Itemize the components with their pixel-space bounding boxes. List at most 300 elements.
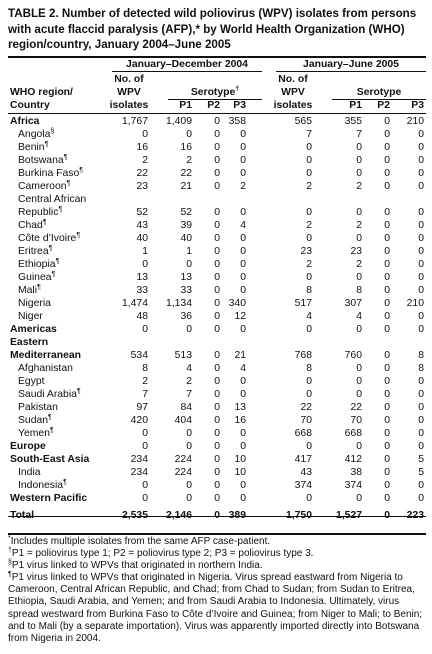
row-label-text: Mali — [18, 285, 38, 296]
cell-p1-2005: 0 — [356, 389, 362, 400]
cell-p1-2005: 355 — [344, 116, 362, 127]
cell-p2-2005: 0 — [384, 376, 390, 387]
cell-isolates-2004: 234 — [130, 454, 148, 465]
cell-p3-2005: 0 — [418, 155, 424, 166]
cell-isolates-2004: 8 — [142, 363, 148, 374]
cell-p3-2004: 0 — [240, 259, 246, 270]
row-footnote-mark: ¶ — [48, 414, 52, 421]
cell-p2-2005: 0 — [384, 428, 390, 439]
row-label-text: Côte d’Ivoire — [18, 233, 77, 244]
cell-isolates-2004: 0 — [142, 129, 148, 140]
cell-p2-2004: 0 — [214, 350, 220, 361]
cell-p1-2005: 0 — [356, 168, 362, 179]
cell-p2-2004: 0 — [214, 129, 220, 140]
footnote-mark: * — [8, 535, 11, 542]
cell-p2-2005: 0 — [384, 220, 390, 231]
cell-p1-2004: 0 — [186, 441, 192, 452]
footnote-text: P1 virus linked to WPVs that originated in northern India. — [11, 560, 263, 571]
cell-p3-2004: 0 — [240, 129, 246, 140]
cell-isolates-2005: 22 — [300, 402, 312, 413]
row-label-text: Cameroon — [18, 181, 67, 192]
cell-p3-2004: 0 — [240, 441, 246, 452]
cell-isolates-2005: 0 — [306, 142, 312, 153]
cell-p3-2005: 0 — [418, 311, 424, 322]
cell-isolates-2004: 23 — [136, 181, 148, 192]
period-2004-header: January–December 2004 — [126, 59, 248, 70]
cell-p1-2004: 0 — [186, 428, 192, 439]
cell-p1-2005: 0 — [356, 441, 362, 452]
cell-p1-2005: 38 — [350, 467, 362, 478]
cell-p1-2005: 1,527 — [335, 510, 362, 521]
cell-p2-2004: 0 — [214, 480, 220, 491]
cell-p2-2004: 0 — [214, 510, 220, 521]
cell-p3-2005: 0 — [418, 441, 424, 452]
cell-isolates-2005: 4 — [306, 311, 312, 322]
cell-p1-2004: 2 — [186, 376, 192, 387]
p2-2005-header: P2 — [377, 100, 390, 111]
cell-isolates-2004: 420 — [130, 415, 148, 426]
cell-isolates-2004: 48 — [136, 311, 148, 322]
cell-p1-2004: 7 — [186, 389, 192, 400]
cell-p1-2004: 224 — [174, 467, 192, 478]
footnote-text: P1 = poliovirus type 1; P2 = poliovirus type 2; P3 = poliovirus type 3. — [11, 548, 314, 559]
cell-p3-2005: 0 — [418, 233, 424, 244]
cell-p3-2004: 0 — [240, 480, 246, 491]
cell-p1-2004: 2 — [186, 155, 192, 166]
cell-p1-2005: 412 — [344, 454, 362, 465]
cell-p2-2005: 0 — [384, 415, 390, 426]
cell-p1-2005: 0 — [356, 155, 362, 166]
period-2005-header: January–June 2005 — [303, 59, 399, 70]
cell-p3-2005: 0 — [418, 415, 424, 426]
row-label-text: Eastern — [10, 337, 49, 348]
cell-p3-2004: 10 — [234, 467, 246, 478]
cell-p1-2004: 513 — [174, 350, 192, 361]
footnote — [8, 536, 426, 548]
cell-isolates-2004: 13 — [136, 272, 148, 283]
cell-isolates-2005: 668 — [294, 428, 312, 439]
cell-p3-2005: 8 — [418, 363, 424, 374]
cell-p3-2005: 0 — [418, 402, 424, 413]
cell-p2-2005: 0 — [384, 168, 390, 179]
row-label-text: Botswana — [18, 155, 64, 166]
row-footnote-mark: ¶ — [66, 180, 71, 187]
cell-p1-2005: 2 — [356, 181, 362, 192]
cell-p1-2004: 404 — [174, 415, 192, 426]
cell-isolates-2004: 40 — [136, 233, 148, 244]
cell-p2-2004: 0 — [214, 454, 220, 465]
cell-p2-2005: 0 — [384, 402, 390, 413]
cell-p3-2005: 0 — [418, 272, 424, 283]
cell-isolates-2005: 43 — [300, 467, 312, 478]
footnote-mark: ¶ — [8, 571, 12, 578]
cell-isolates-2004: 1 — [142, 246, 148, 257]
cell-p2-2004: 0 — [214, 324, 220, 335]
p1-2004-header: P1 — [179, 100, 192, 111]
cell-p1-2004: 0 — [186, 259, 192, 270]
cell-isolates-2005: 0 — [306, 493, 312, 504]
row-label-text: Angola — [18, 129, 51, 140]
cell-p2-2004: 0 — [214, 116, 220, 127]
cell-p2-2005: 0 — [384, 259, 390, 270]
serotype-2004-mark: † — [235, 86, 240, 93]
cell-p3-2004: 0 — [240, 233, 246, 244]
cell-p3-2004: 0 — [240, 428, 246, 439]
cell-isolates-2005: 2 — [306, 220, 312, 231]
cell-p2-2004: 0 — [214, 142, 220, 153]
cell-p1-2004: 84 — [180, 402, 192, 413]
cell-p1-2004: 224 — [174, 454, 192, 465]
p1-2005-header: P1 — [349, 100, 362, 111]
cell-p2-2004: 0 — [214, 272, 220, 283]
row-label-text: Africa — [10, 116, 40, 127]
cell-p1-2005: 2 — [356, 220, 362, 231]
row-label — [10, 491, 87, 507]
cell-isolates-2004: 2 — [142, 376, 148, 387]
row-label-text: Yemen — [18, 428, 50, 439]
cell-p1-2005: 22 — [350, 402, 362, 413]
cell-isolates-2004: 2 — [142, 155, 148, 166]
row-label-text: Republic — [18, 207, 59, 218]
cell-p3-2004: 0 — [240, 207, 246, 218]
cell-p3-2004: 0 — [240, 493, 246, 504]
cell-p2-2005: 0 — [384, 285, 390, 296]
cell-p2-2004: 0 — [214, 259, 220, 270]
row-label-text: Nigeria — [18, 298, 51, 309]
cell-isolates-2005: 2 — [306, 259, 312, 270]
cell-isolates-2004: 97 — [136, 402, 148, 413]
region-col-line2: Country — [10, 100, 50, 111]
cell-p1-2005: 0 — [356, 493, 362, 504]
row-footnote-mark: ¶ — [63, 154, 68, 161]
cell-p3-2005: 5 — [418, 467, 424, 478]
cell-isolates-2005: 0 — [306, 389, 312, 400]
cell-p2-2004: 0 — [214, 376, 220, 387]
cell-p3-2005: 5 — [418, 454, 424, 465]
cell-p2-2005: 0 — [384, 480, 390, 491]
cell-p3-2004: 0 — [240, 285, 246, 296]
cell-p2-2005: 0 — [384, 155, 390, 166]
cell-isolates-2004: 33 — [136, 285, 148, 296]
cell-isolates-2005: 0 — [306, 155, 312, 166]
cell-isolates-2004: 0 — [142, 428, 148, 439]
cell-isolates-2005: 0 — [306, 168, 312, 179]
cell-p3-2004: 389 — [228, 510, 246, 521]
cell-p3-2005: 0 — [418, 181, 424, 192]
cell-isolates-2005: 0 — [306, 207, 312, 218]
cell-p3-2005: 0 — [418, 493, 424, 504]
cell-p1-2004: 0 — [186, 324, 192, 335]
isolates-2005-line2: WPV — [281, 87, 305, 98]
cell-p2-2005: 0 — [384, 181, 390, 192]
cell-p2-2004: 0 — [214, 311, 220, 322]
cell-p1-2005: 0 — [356, 142, 362, 153]
cell-p2-2005: 0 — [384, 441, 390, 452]
row-label-text: Eritrea — [18, 246, 49, 257]
cell-p1-2004: 52 — [180, 207, 192, 218]
cell-p1-2005: 0 — [356, 233, 362, 244]
footnote-text: Includes multiple isolates from the same AFP case-patient. — [10, 536, 271, 547]
cell-isolates-2004: 234 — [130, 467, 148, 478]
cell-isolates-2004: 1,767 — [121, 116, 148, 127]
isolates-2005-line1: No. of — [278, 74, 308, 85]
cell-p3-2005: 0 — [418, 285, 424, 296]
cell-isolates-2004: 43 — [136, 220, 148, 231]
isolates-2004-line3: isolates — [109, 100, 149, 111]
row-footnote-mark: ¶ — [76, 232, 81, 239]
cell-p2-2004: 0 — [214, 181, 220, 192]
cell-isolates-2004: 16 — [136, 142, 148, 153]
cell-p2-2005: 0 — [384, 510, 390, 521]
cell-isolates-2004: 2,535 — [121, 510, 148, 521]
cell-p1-2005: 0 — [356, 272, 362, 283]
cell-p3-2005: 0 — [418, 168, 424, 179]
footnote — [8, 548, 426, 560]
p2-2004-header: P2 — [207, 100, 220, 111]
cell-p1-2005: 4 — [356, 311, 362, 322]
cell-p2-2005: 0 — [384, 311, 390, 322]
cell-isolates-2004: 52 — [136, 207, 148, 218]
cell-p2-2005: 0 — [384, 142, 390, 153]
row-footnote-mark: ¶ — [79, 167, 83, 174]
cell-p2-2004: 0 — [214, 220, 220, 231]
cell-p3-2005: 210 — [406, 116, 424, 127]
cell-isolates-2004: 22 — [136, 168, 148, 179]
cell-p3-2004: 10 — [234, 454, 246, 465]
cell-p2-2005: 0 — [384, 324, 390, 335]
cell-p1-2004: 40 — [180, 233, 192, 244]
cell-p2-2004: 0 — [214, 402, 220, 413]
cell-p2-2004: 0 — [214, 363, 220, 374]
cell-p3-2005: 0 — [418, 246, 424, 257]
cell-p3-2004: 0 — [240, 246, 246, 257]
region-col-line1: WHO region/ — [10, 87, 73, 98]
cell-p2-2005: 0 — [384, 493, 390, 504]
cell-isolates-2004: 1,474 — [121, 298, 148, 309]
cell-p3-2004: 0 — [240, 142, 246, 153]
row-label-text: Saudi Arabia — [18, 389, 77, 400]
cell-p1-2005: 374 — [344, 480, 362, 491]
table-title: TABLE 2. Number of detected wild poliovirus (WPV) isolates from persons with acute flaccid paralysis (AFP),* by World Health Organization (WHO) region/country, January 2004–June 2005 — [8, 7, 417, 51]
cell-p1-2004: 1,409 — [165, 116, 192, 127]
cell-p3-2004: 4 — [240, 220, 246, 231]
cell-isolates-2005: 8 — [306, 285, 312, 296]
row-footnote-mark: ¶ — [58, 206, 63, 213]
row-label-text: Central African — [18, 194, 87, 205]
cell-p3-2004: 4 — [240, 363, 246, 374]
cell-p1-2004: 36 — [180, 311, 192, 322]
row-label-text: Chad — [18, 220, 43, 231]
serotype-2005-header: Serotype — [356, 87, 402, 98]
cell-p2-2005: 0 — [384, 246, 390, 257]
row-footnote-mark: ¶ — [55, 258, 60, 265]
cell-isolates-2004: 0 — [142, 480, 148, 491]
cell-isolates-2005: 8 — [306, 363, 312, 374]
cell-p2-2004: 0 — [214, 155, 220, 166]
cell-p2-2004: 0 — [214, 428, 220, 439]
cell-p2-2005: 0 — [384, 233, 390, 244]
cell-p1-2004: 0 — [186, 493, 192, 504]
cell-p3-2004: 21 — [234, 350, 246, 361]
row-label-text: Total — [10, 510, 35, 521]
footnote-mark: † — [8, 547, 12, 554]
row-footnote-mark: ¶ — [42, 219, 47, 226]
cell-p2-2005: 0 — [384, 350, 390, 361]
cell-isolates-2004: 0 — [142, 259, 148, 270]
cell-p1-2004: 13 — [180, 272, 192, 283]
cell-p1-2005: 23 — [350, 246, 362, 257]
cell-p3-2004: 12 — [234, 311, 246, 322]
cell-p1-2005: 70 — [350, 415, 362, 426]
cell-p1-2004: 2,146 — [165, 510, 192, 521]
cell-isolates-2005: 70 — [300, 415, 312, 426]
cell-p3-2004: 16 — [234, 415, 246, 426]
footnote — [8, 560, 426, 572]
cell-p1-2004: 21 — [180, 181, 192, 192]
cell-isolates-2004: 0 — [142, 324, 148, 335]
cell-p2-2005: 0 — [384, 454, 390, 465]
isolates-2005-line3: isolates — [273, 100, 313, 111]
cell-p1-2005: 0 — [356, 324, 362, 335]
cell-isolates-2005: 0 — [306, 272, 312, 283]
cell-p1-2005: 7 — [356, 129, 362, 140]
cell-p3-2005: 8 — [418, 350, 424, 361]
footnote — [8, 572, 426, 645]
cell-p2-2004: 0 — [214, 246, 220, 257]
cell-p2-2004: 0 — [214, 415, 220, 426]
region-row — [0, 491, 432, 507]
cell-p1-2004: 22 — [180, 168, 192, 179]
cell-p1-2004: 39 — [180, 220, 192, 231]
cell-p3-2004: 340 — [228, 298, 246, 309]
cell-p3-2004: 0 — [240, 168, 246, 179]
footnote-text: P1 virus linked to WPVs that originated in Nigeria. Virus spread eastward from Nigeria to Cameroon, Central African Republic, and Chad; from Chad to Sudan; from Sudan to Eritrea, Ethiopia, Saudi Arabia, and Yemen; and from Saudi Arabia to Indonesia. Ultimately, virus spread westward from Burkina Faso to Côte d’Ivoire and Guinea; from Niger to Mali; to Benin; and to Mali (by a separate importation). Virus was apparently imported directly into Botswana from Nigeria in 2004. — [8, 572, 423, 645]
cell-p1-2005: 0 — [356, 376, 362, 387]
cell-p2-2004: 0 — [214, 467, 220, 478]
cell-p1-2004: 0 — [186, 129, 192, 140]
cell-p3-2004: 0 — [240, 155, 246, 166]
isolates-2004-line2: WPV — [117, 87, 141, 98]
cell-p1-2005: 760 — [344, 350, 362, 361]
cell-p3-2005: 0 — [418, 389, 424, 400]
row-label-text: Benin — [18, 142, 45, 153]
serotype-2004-label: Serotype — [190, 87, 236, 98]
cell-isolates-2005: 565 — [294, 116, 312, 127]
cell-isolates-2004: 0 — [142, 441, 148, 452]
row-footnote-mark: ¶ — [49, 427, 54, 434]
row-label-text: Guinea — [18, 272, 52, 283]
footnote-mark: § — [8, 559, 12, 566]
cell-p3-2004: 358 — [228, 116, 246, 127]
p3-2004-header: P3 — [233, 100, 246, 111]
cell-p2-2004: 0 — [214, 233, 220, 244]
cell-isolates-2004: 0 — [142, 493, 148, 504]
isolates-2004-line1: No. of — [114, 74, 144, 85]
cell-p3-2005: 0 — [418, 142, 424, 153]
cell-p2-2004: 0 — [214, 389, 220, 400]
cell-p3-2005: 0 — [418, 480, 424, 491]
cell-isolates-2005: 1,750 — [285, 510, 312, 521]
cell-isolates-2004: 534 — [130, 350, 148, 361]
cell-p2-2005: 0 — [384, 129, 390, 140]
cell-p1-2004: 33 — [180, 285, 192, 296]
cell-isolates-2005: 417 — [294, 454, 312, 465]
cell-p1-2004: 0 — [186, 480, 192, 491]
cell-isolates-2005: 517 — [294, 298, 312, 309]
cell-isolates-2005: 7 — [306, 129, 312, 140]
row-label-text: Indonesia — [18, 480, 64, 491]
p3-2005-header: P3 — [411, 100, 424, 111]
total-top-rule — [8, 516, 426, 517]
cell-p3-2005: 0 — [418, 428, 424, 439]
cell-isolates-2005: 2 — [306, 181, 312, 192]
cell-isolates-2005: 768 — [294, 350, 312, 361]
cell-p2-2004: 0 — [214, 441, 220, 452]
row-label-text: Mediterranean — [10, 350, 82, 361]
cell-p3-2004: 2 — [240, 181, 246, 192]
cell-p3-2005: 223 — [406, 510, 424, 521]
row-label-text: Pakistan — [18, 402, 58, 413]
cell-p1-2005: 0 — [356, 207, 362, 218]
row-label-text: Egypt — [18, 376, 45, 387]
cell-p1-2005: 668 — [344, 428, 362, 439]
cell-p2-2004: 0 — [214, 168, 220, 179]
cell-p1-2004: 1 — [186, 246, 192, 257]
cell-p3-2004: 0 — [240, 376, 246, 387]
cell-p2-2005: 0 — [384, 389, 390, 400]
cell-isolates-2005: 23 — [300, 246, 312, 257]
cell-p2-2005: 0 — [384, 298, 390, 309]
row-label-text: Americas — [10, 324, 57, 335]
cell-isolates-2005: 0 — [306, 324, 312, 335]
row-label-text: India — [18, 467, 41, 478]
row-footnote-mark: ¶ — [44, 141, 49, 148]
cell-isolates-2005: 0 — [306, 233, 312, 244]
cell-p1-2005: 2 — [356, 259, 362, 270]
cell-p2-2004: 0 — [214, 207, 220, 218]
cell-p2-2005: 0 — [384, 467, 390, 478]
row-label-text: South-East Asia — [10, 454, 90, 465]
cell-p3-2004: 0 — [240, 324, 246, 335]
cell-p1-2005: 307 — [344, 298, 362, 309]
cell-p1-2004: 16 — [180, 142, 192, 153]
row-label-text: Ethiopia — [18, 259, 56, 270]
cell-p3-2005: 210 — [406, 298, 424, 309]
row-label-text: Burkina Faso — [18, 168, 80, 179]
cell-isolates-2005: 0 — [306, 376, 312, 387]
table-bottom-rule — [8, 533, 426, 535]
cell-p2-2005: 0 — [384, 363, 390, 374]
cell-p2-2004: 0 — [214, 298, 220, 309]
cell-p3-2005: 0 — [418, 129, 424, 140]
row-footnote-mark: ¶ — [51, 271, 56, 278]
cell-p1-2004: 4 — [186, 363, 192, 374]
cell-p3-2005: 0 — [418, 207, 424, 218]
row-footnote-mark: ¶ — [76, 388, 81, 395]
cell-p1-2005: 0 — [356, 363, 362, 374]
cell-p3-2004: 0 — [240, 389, 246, 400]
cell-p1-2005: 8 — [356, 285, 362, 296]
cell-p2-2004: 0 — [214, 493, 220, 504]
cell-p2-2005: 0 — [384, 116, 390, 127]
cell-p3-2005: 0 — [418, 259, 424, 270]
cell-p3-2004: 13 — [234, 402, 246, 413]
cell-isolates-2004: 7 — [142, 389, 148, 400]
cell-p2-2005: 0 — [384, 207, 390, 218]
row-label-text: Afghanistan — [18, 363, 73, 374]
row-label-text: Niger — [18, 311, 43, 322]
row-label-text: Western Pacific — [10, 493, 88, 504]
